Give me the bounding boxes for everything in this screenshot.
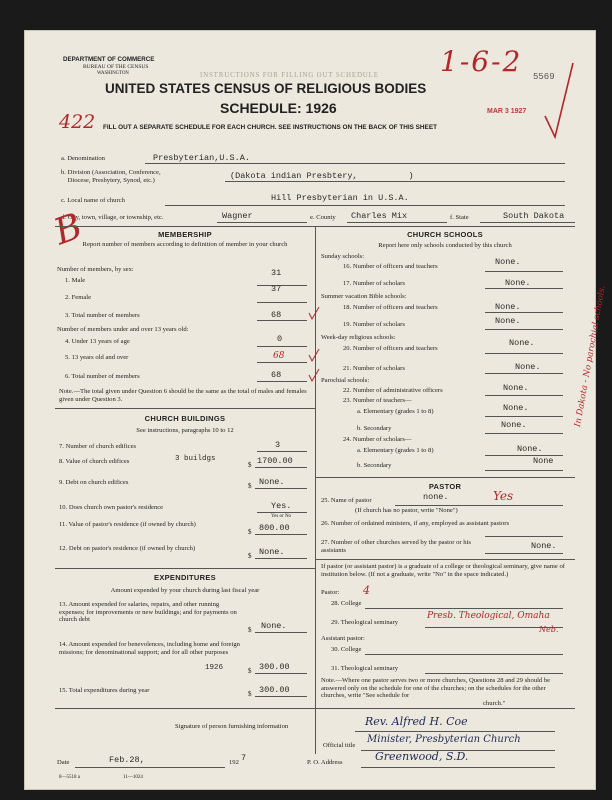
- q24a-value: None.: [517, 444, 543, 454]
- q9-value: None.: [259, 477, 285, 487]
- hand-number: 422: [59, 111, 96, 133]
- membership-note: Note.—The total given under Question 6 should be the same as the total of males and females given under Question 3.: [59, 388, 307, 403]
- q11-value: 800.00: [259, 523, 290, 533]
- date-label: Date: [57, 759, 70, 766]
- q20-value: None.: [509, 338, 535, 348]
- q23-label: 23. Number of teachers—: [343, 397, 412, 404]
- q13-value: None.: [261, 621, 287, 631]
- q7-value: 3: [275, 440, 281, 450]
- pastor-label: Pastor:: [321, 589, 340, 596]
- division-label: b. Division (Association, Conference, Diocese, Presbytery, Synod, etc.): [61, 169, 161, 184]
- q7-label: 7. Number of church edifices: [59, 443, 137, 450]
- q19-value: None.: [495, 316, 521, 326]
- official-title-label: Official title: [323, 742, 356, 749]
- over13-value: 68: [273, 351, 285, 361]
- serial-number: 5569: [533, 72, 555, 82]
- parochial-label: Parochial schools:: [321, 377, 370, 384]
- q15-value: 300.00: [259, 685, 290, 695]
- margin-note: In Dakota - No parochial schools.: [573, 284, 608, 428]
- male-label: 1. Male: [65, 277, 86, 284]
- weekday-label: Week-day religious schools:: [321, 334, 396, 341]
- q27-label: 27. Number of other churches served by the pastor or his assistants: [321, 539, 471, 554]
- q14-label: 14. Amount expended for benevolences, including home and foreign missions; for denominational support; and for all other purposes: [59, 641, 240, 656]
- pastor-hand: 4: [363, 584, 370, 597]
- page-title: UNITED STATES CENSUS OF RELIGIOUS BODIES: [105, 81, 427, 96]
- check-marks-icon: [307, 303, 321, 393]
- po-address-label: P. O. Address: [307, 759, 343, 766]
- hand-b-mark: B: [48, 205, 88, 254]
- schools-title: CHURCH SCHOOLS: [407, 230, 483, 239]
- county-label: e. County: [310, 214, 336, 221]
- city-field-label: d. City, town, village, or township, etc.: [61, 214, 164, 221]
- year-prefix: 192: [229, 759, 239, 766]
- denomination-value: Presbyterian,U.S.A.: [153, 153, 250, 163]
- form-code: 11—1024: [123, 775, 143, 780]
- q23a-label: a. Elementary (grades 1 to 8): [357, 408, 434, 415]
- total2-value: 68: [271, 370, 282, 380]
- official-title-value: Minister, Presbyterian Church: [367, 734, 521, 745]
- q28-label: 28. College: [331, 600, 362, 607]
- female-label: 2. Female: [65, 294, 92, 301]
- q31-label: 31. Theological seminary: [331, 665, 399, 672]
- q17-value: None.: [505, 278, 531, 288]
- expenditures-subtitle: Amount expended by your church during last fiscal year: [110, 587, 260, 594]
- q30-label: 30. College: [331, 646, 362, 653]
- pastor-title: PASTOR: [428, 482, 462, 491]
- female-value: 37: [271, 284, 282, 294]
- q8-label: 8. Value of church edifices: [59, 458, 130, 465]
- q24a-extra: None: [533, 456, 554, 466]
- buildings-subtitle: See instructions, paragraphs 10 to 12: [136, 427, 234, 434]
- q23b-value: None.: [501, 420, 527, 430]
- q16-value: None.: [495, 257, 521, 267]
- total2-label: 6. Total number of members: [65, 373, 140, 380]
- faint-heading: INSTRUCTIONS FOR FILLING OUT SCHEDULE: [200, 71, 379, 79]
- q10-label: 10. Does church own pastor's residence: [59, 504, 164, 511]
- q18-label: 18. Number of officers and teachers: [343, 304, 438, 311]
- q11-label: 11. Value of pastor's residence (if owned by church): [59, 521, 196, 528]
- expenditures-title: EXPENDITURES: [154, 573, 216, 582]
- hand-code: 1-6-2: [440, 45, 523, 78]
- total-members-value: 68: [271, 310, 282, 320]
- q10-hint: Yes or No: [271, 514, 292, 519]
- q20-label: 20. Number of officers and teachers: [343, 345, 438, 352]
- q27-value: None.: [531, 541, 557, 551]
- q10-value: Yes.: [271, 501, 292, 511]
- pastor-note-end: church.": [483, 700, 506, 707]
- q9-label: 9. Debt on church edifices: [59, 479, 129, 486]
- q25-value: none.: [423, 492, 449, 502]
- q29-hand: Presb. Theological, Omaha: [427, 611, 550, 621]
- schools-subtitle: Report here only schools conducted by this church: [378, 242, 512, 249]
- state-label: f. State: [450, 214, 469, 221]
- header-instructions: FILL OUT A SEPARATE SCHEDULE FOR EACH CHURCH. SEE INSTRUCTIONS ON THE BACK OF THIS SHEET: [103, 124, 437, 131]
- census-schedule-sheet: DEPARTMENT OF COMMERCE BUREAU OF THE CENSUS WASHINGTON INSTRUCTIONS FOR FILLING OUT SCHEDULE UNITED STATES CENSUS OF RELIGIOUS BODIES SCHEDULE: 1926 FILL OUT A SEPARATE SCHEDULE FOR EACH CHURCH. SEE INSTRUCTIONS ON THE BACK OF THIS SHEET MAR 3 1927 5569 422 1-6-2 a. Denomination Presbyterian,U.S.A. b. Division (Association, Conference, Diocese, Presbytery, Synod, etc.) (Dakota indian Presbtery, ) c. Local name of church Hill Presbyterian in U.S.A. d. City, town, village, or township, etc. Wagner e. County Charles Mix f. State South Dakota B MEMBERSHIP Report number of members according to definition of member in your church Number of members, by sex: 1. Male 31 2. Female 37 3. Total number of members 68 Number of members under and over 13 years old: 4. Under 13 years of age 0 5. 13 years old and over 68 6. Total number of members 68 Note.—The total given under Question 6 should be the same as the total of males and females given under Question 3. CHURCH BUILDINGS See instructions, paragraphs 10 to 12 7. Number of church edifices 3 8. Value of church edifices 3 buildgs $ 1700.00 9. Debt on church edifices $ None. 10. Does church own pastor's residence Yes. Yes or No 11. Value of pastor's residence (if owned by church) $ 800.00 12. Debt on pastor's residence (if owned by church) $ None. EXPENDITURES Amount expended by your church during last fiscal year 13. Amount expended for salaries, repairs, and other running expenses; for improvements or new buildings; and for payments on church debt $ None. 14. Amount expended for benevolences, including home and foreign missions; for denominational support; and for all other purposes 1926 $ 300.00 15. Total expenditures during year $ 300.00 CHURCH SCHOOLS Report here only schools conducted by this church Sunday schools: 16. Number of officers and teachers None. 17. Number of scholars None. Summer vacation Bible schools: 18. Number of officers and teachers None. 19. Number of scholars None. Week-day religious schools: 20. Number of officers and teachers None. 21. Number of scholars None. Parochial schools: 22. Number of administrative officers None. 23. Number of teachers— a. Elementary (grades 1 to 8) None. b. Secondary None. 24. Number of scholars— a. Elementary (grades 1 to 8) None. None b. Secondary PASTOR 25. Name of pastor none. Yes (If church has no pastor, write "None") 26. Number of ordained ministers, if any, employed as assistant pastors 27. Number of other churches served by the pastor or his assistants None. If pastor (or assistant pastor) is a graduate of a college or theological seminary, give name of institution below. (If not a graduate, write "No" in the space indicated.) Pastor: 4 28. College 29. Theological seminary Presb. Theological, Omaha Neb. Assistant pastor: 30. College 31. Theological seminary Note.—Where one pastor serves two or more churches, Questions 28 and 29 should be answered only on the schedule for one of the churches; on the schedules for the other churches, write "See schedule for church." In Dakota - No parochial schools. Signature of person furnishing information Rev. Alfred H. Coe Official title Minister, Presbyterian Church Date Feb.28, 192 7 P. O. Address Greenwood, S.D. 8—5518 a 11—1024: [24, 30, 596, 790]
- total-members-label: 3. Total number of members: [65, 312, 140, 319]
- signature-value: Rev. Alfred H. Coe: [365, 715, 468, 728]
- male-value: 31: [271, 268, 282, 278]
- local-name-value: Hill Presbyterian in U.S.A.: [271, 193, 409, 203]
- q14-value: 300.00: [259, 662, 290, 672]
- q19-label: 19. Number of scholars: [343, 321, 405, 328]
- q18-value: None.: [495, 302, 521, 312]
- q17-label: 17. Number of scholars: [343, 280, 405, 287]
- q24b-label: b. Secondary: [357, 462, 392, 469]
- q29-label: 29. Theological seminary: [331, 619, 399, 626]
- po-address-value: Greenwood, S.D.: [375, 750, 469, 763]
- q21-label: 21. Number of scholars: [343, 365, 405, 372]
- schedule-title: SCHEDULE: 1926: [220, 100, 337, 116]
- date-value: Feb.28,: [109, 755, 145, 765]
- year-digit: 7: [241, 753, 247, 763]
- q26-label: 26. Number of ordained ministers, if any, employed as assistant pastors: [321, 520, 510, 527]
- q8-value: 1700.00: [257, 456, 293, 466]
- q12-label: 12. Debt on pastor's residence (if owned by church): [59, 545, 196, 552]
- division-value: (Dakota indian Presbtery, ): [230, 171, 414, 181]
- q24-label: 24. Number of scholars—: [343, 436, 412, 443]
- membership-subtitle: Report number of members according to definition of member in your church: [82, 241, 288, 248]
- local-name-label: c. Local name of church: [61, 197, 125, 204]
- q25-label: 25. Name of pastor: [321, 497, 372, 504]
- state-value: South Dakota: [503, 211, 565, 221]
- under13-value: 0: [277, 334, 283, 344]
- q16-label: 16. Number of officers and teachers: [343, 263, 438, 270]
- q14-note: 1926: [205, 664, 224, 672]
- county-value: Charles Mix: [351, 211, 408, 221]
- q21-value: None.: [515, 362, 541, 372]
- buildings-title: CHURCH BUILDINGS: [144, 414, 226, 423]
- form-number: 8—5518 a: [59, 775, 80, 780]
- over13-label: 5. 13 years old and over: [65, 354, 129, 361]
- q24a-label: a. Elementary (grades 1 to 8): [357, 447, 434, 454]
- under13-label: 4. Under 13 years of age: [65, 338, 130, 345]
- q23a-value: None.: [503, 403, 529, 413]
- summer-label: Summer vacation Bible schools:: [321, 293, 407, 300]
- q29-hand2: Neb.: [539, 625, 559, 634]
- assistant-label: Assistant pastor:: [321, 635, 365, 642]
- city-value: Wagner: [222, 211, 253, 221]
- membership-title: MEMBERSHIP: [158, 230, 212, 239]
- denomination-label: a. Denomination: [61, 155, 105, 162]
- q22-value: None.: [503, 383, 529, 393]
- q12-value: None.: [259, 547, 285, 557]
- members-by-sex-label: Number of members, by sex:: [57, 266, 134, 273]
- college-note: If pastor (or assistant pastor) is a graduate of a college or theological seminary, give name of institution below. (If not a graduate, write "No" in the space indicated.): [321, 563, 566, 578]
- sunday-label: Sunday schools:: [321, 253, 365, 260]
- received-date-stamp: MAR 3 1927: [487, 108, 527, 115]
- signature-label: Signature of person furnishing information: [175, 723, 289, 730]
- q13-label: 13. Amount expended for salaries, repairs, and other running expenses; for improvements or new buildings; and for payments on church debt: [59, 601, 237, 624]
- q23b-label: b. Secondary: [357, 425, 392, 432]
- check-mark-icon: [541, 61, 577, 141]
- q8-note: 3 buildgs: [175, 455, 216, 463]
- department-label: DEPARTMENT OF COMMERCE: [63, 56, 155, 63]
- q25-hand: Yes: [493, 489, 514, 503]
- q15-label: 15. Total expenditures during year: [59, 687, 150, 694]
- pastor-note: Note.—Where one pastor serves two or more churches, Questions 28 and 29 should be answered only on the schedule for one of the churches; on the schedules for the other churches, write "See schedule for: [321, 677, 551, 700]
- bureau-label: BUREAU OF THE CENSUS: [83, 64, 149, 70]
- city-label: WASHINGTON: [97, 71, 129, 76]
- q22-label: 22. Number of administrative officers: [343, 387, 443, 394]
- q25-sub: (If church has no pastor, write "None"): [355, 507, 458, 514]
- age-heading: Number of members under and over 13 years old:: [57, 326, 189, 333]
